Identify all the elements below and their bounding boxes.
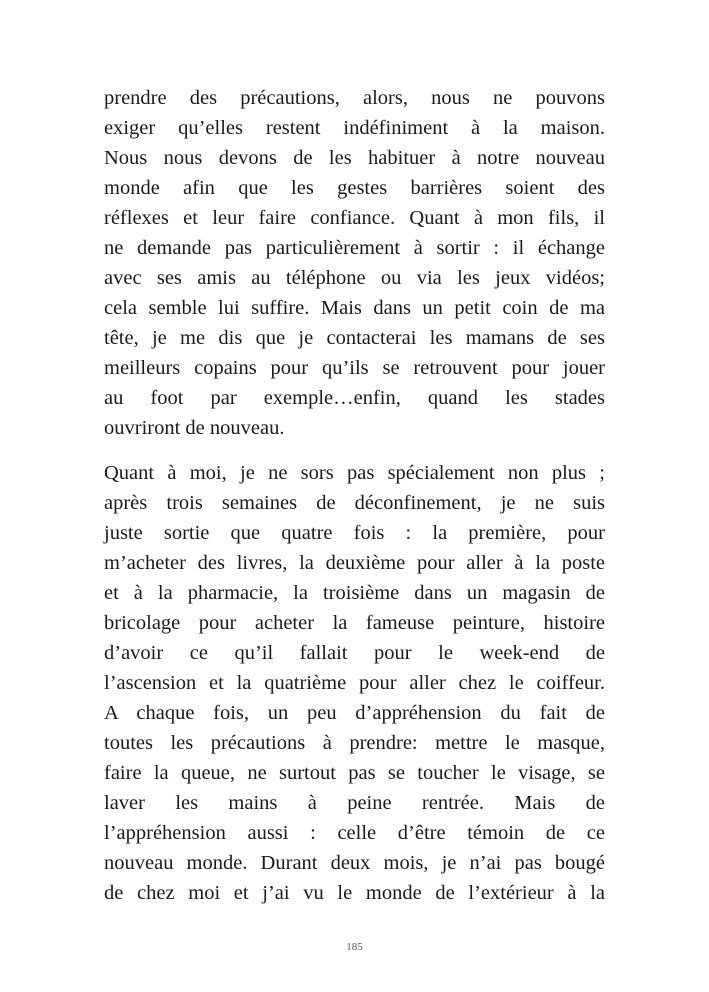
text-line: monde afin que les gestes barrières soient des: [104, 177, 605, 199]
text-line: d’avoir ce qu’il fallait pour le week-end de: [104, 642, 605, 664]
text-line: ouvriront de nouveau.: [104, 417, 285, 439]
text-line: exiger qu’elles restent indéfiniment à la maison.: [104, 117, 605, 139]
text-line: avec ses amis au téléphone ou via les jeux vidéos;: [104, 267, 605, 289]
text-line: après trois semaines de déconfinement, je ne suis: [104, 492, 605, 514]
text-line: A chaque fois, un peu d’appréhension du fait de: [104, 702, 605, 724]
text-line: prendre des précautions, alors, nous ne pouvons: [104, 87, 605, 109]
text-line: réflexes et leur faire confiance. Quant à mon fils, il: [104, 207, 605, 229]
text-line: et à la pharmacie, la troisième dans un magasin de: [104, 582, 605, 604]
text-line: l’appréhension aussi : celle d’être témoin de ce: [104, 822, 605, 844]
text-line: toutes les précautions à prendre: mettre le masque,: [104, 732, 605, 754]
text-line: juste sortie que quatre fois : la première, pour: [104, 522, 605, 544]
page-number: 185: [346, 941, 363, 953]
text-line: tête, je me dis que je contacterai les mamans de ses: [104, 327, 605, 349]
text-line: laver les mains à peine rentrée. Mais de: [104, 792, 605, 814]
text-line: cela semble lui suffire. Mais dans un petit coin de ma: [104, 297, 605, 319]
text-line: l’ascension et la quatrième pour aller chez le coiffeur.: [104, 672, 605, 694]
text-line: Quant à moi, je ne sors pas spécialement non plus ;: [104, 462, 605, 484]
text-line: nouveau monde. Durant deux mois, je n’ai pas bougé: [104, 852, 605, 874]
text-line: m’acheter des livres, la deuxième pour aller à la poste: [104, 552, 605, 574]
text-line: ne demande pas particulièrement à sortir : il échange: [104, 237, 605, 259]
text-line: de chez moi et j’ai vu le monde de l’extérieur à la: [104, 882, 605, 904]
text-line: faire la queue, ne surtout pas se toucher le visage, se: [104, 762, 605, 784]
text-line: Nous nous devons de les habituer à notre nouveau: [104, 147, 605, 169]
text-line: bricolage pour acheter la fameuse peinture, histoire: [104, 612, 605, 634]
text-line: au foot par exemple…enfin, quand les stades: [104, 387, 605, 409]
text-line: meilleurs copains pour qu’ils se retrouvent pour jouer: [104, 357, 605, 379]
paragraph-2: [104, 458, 605, 908]
paragraph-1: [104, 83, 605, 443]
